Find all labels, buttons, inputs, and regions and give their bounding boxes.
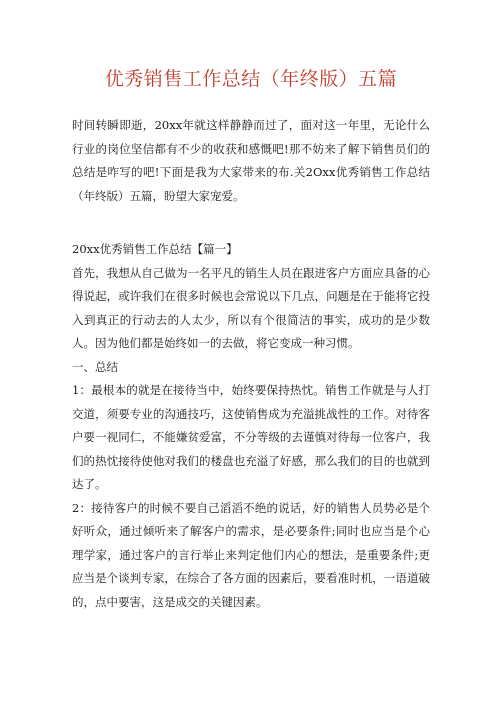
summary-item-1: 1：最根本的就是在接待当中，始终要保持热忱。销售工作就是与人打交道，须要专业的沟通技巧，这使销售成为充溢挑战性的工作。对待客户要一视同仁，不能嫌贫爱富，不分等级的去谨慎对待每一位客户，我们的热忱接待使他对我们的楼盘也充溢了好感，那么我们的目的也就到达了。 xyxy=(72,383,430,491)
body-paragraph-1: 首先，我想从自己做为一名平凡的销生人员在跟进客户方面应具备的心得说起，或许我们在很多时候也会常说以下几点，问题是在于能将它投入到真正的行动去的人太少，所以有个很简洁的事实，成功的是少数人。因为他们都是始终如一的去做，将它变成一种习惯。 xyxy=(72,265,430,350)
intro-paragraph: 时间转瞬即逝，20xx年就这样静静而过了，面对这一年里，无论什么行业的岗位坚信都有不少的收获和感慨吧!那不妨来了解下销售员们的总结是咋写的吧!下面是我为大家带来的布.关2Oxx优秀销售工作总结（年终版）五篇，盼望大家宠爱。 xyxy=(72,118,430,203)
document-title: 优秀销售工作总结（年终版）五篇 xyxy=(104,68,398,90)
summary-item-2: 2：接待客户的时候不要自己滔滔不绝的说话，好的销售人员势必是个好听众，通过倾听来了解客户的需求，是必要条件;同时也应当是个心理学家，通过客户的言行举止来判定他们内心的想法，是重要条件;更应当是个谈判专家，在综合了各方面的因素后，要看准时机，一语道破的，点中要害，这是成交的关键因素。 xyxy=(72,500,430,609)
summary-heading: 一、总结 xyxy=(72,359,118,374)
section-heading: 20xx优秀销售工作总结【篇一】 xyxy=(72,242,238,256)
